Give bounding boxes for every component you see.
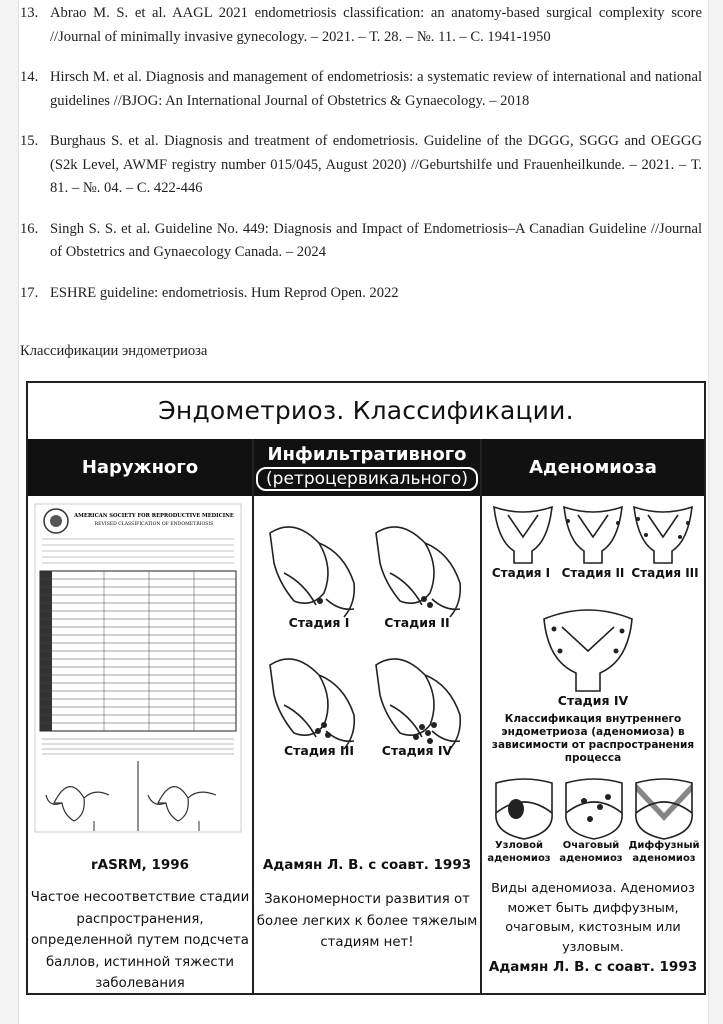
adenomyosis-classification-note: Классификация внутреннего эндометриоза (аденомиоза) в зависимости от распространения процесса xyxy=(491,713,695,764)
column-heading xyxy=(28,439,252,496)
col2-author: Адамян Л. В. с соавт. 1993 xyxy=(262,857,472,873)
infiltrative-stage-label: Стадия II xyxy=(384,615,450,630)
reference-number: 13. xyxy=(20,5,39,21)
rasrm-scoring-form-image xyxy=(34,503,242,833)
column-infiltrative xyxy=(254,439,482,993)
reference-text: Abrao M. S. et al. AAGL 2021 endometriosis classification: an anatomy-based surgical complexity score //Journal of minimally invasive gynecology. – 2021. – Т. 28. – №. 11. – С. 1941-1950 xyxy=(50,5,702,45)
page-right-margin xyxy=(708,0,723,1024)
page-left-margin xyxy=(0,0,19,1024)
column-heading-text: Аденомиоза xyxy=(529,456,657,478)
reference-text: Singh S. S. et al. Guideline No. 449: Diagnosis and Impact of Endometriosis–A Canadian Guideline //Journal of Obstetrics and Gynaecology Canada. – 2024 xyxy=(50,220,702,260)
column-heading xyxy=(482,439,704,496)
reference-text: Hirsch M. et al. Diagnosis and management of endometriosis: a systematic review of international and national guidelines //BJOG: An International Journal of Obstetrics & Gynaecology. – 2018 xyxy=(50,69,702,109)
figure-title: Эндометриоз. Классификации. xyxy=(158,396,574,425)
col2-note: Закономерности развития от более легких к более тяжелым стадиям нет! xyxy=(256,892,478,950)
column-subheading: (ретроцервикального) xyxy=(256,467,478,491)
reference-list xyxy=(20,2,702,322)
infiltrative-stage-label: Стадия I xyxy=(288,615,350,630)
col3-note: Виды аденомиоза. Аденомиоз может быть диффузным, очаговым, кистозным или узловым. xyxy=(491,881,695,955)
reference-number: 16. xyxy=(20,220,39,237)
col1-author: rASRM, 1996 xyxy=(90,857,190,873)
adenomyosis-stage-label: Стадия II xyxy=(561,566,625,580)
adenomyosis-type-label: Диффузный аденомиоз xyxy=(628,840,700,864)
column-heading-text: Наружного xyxy=(81,456,199,478)
classification-figure xyxy=(26,381,706,995)
figure-caption: Классификации эндометриоза xyxy=(20,343,208,359)
adenomyosis-stage4-label: Стадия IV xyxy=(557,693,629,708)
reference-item xyxy=(20,66,702,113)
column-adenomyosis xyxy=(482,439,704,993)
reference-item xyxy=(20,130,702,201)
reference-item xyxy=(20,218,702,265)
pelvis-stage-drawings xyxy=(264,513,470,813)
col3-author: Адамян Л. В. с соавт. 1993 xyxy=(488,959,698,975)
form-title-line1: AMERICAN SOCIETY FOR REPRODUCTIVE MEDICINE xyxy=(74,513,234,519)
adenomyosis-type-label: Очаговый аденомиоз xyxy=(559,840,623,864)
reference-item xyxy=(20,2,702,49)
infiltrative-stage-label: Стадия IV xyxy=(381,743,453,758)
adenomyosis-type-label: Узловой аденомиоз xyxy=(487,840,551,864)
reference-number: 15. xyxy=(20,133,39,149)
col1-note: Частое несоответствие стадии распространения, определенной путем подсчета баллов, истинной тяжести заболевания xyxy=(30,890,250,991)
uterus-stage-drawings xyxy=(488,501,700,841)
reference-number: 14. xyxy=(20,69,39,85)
reference-text: ESHRE guideline: endometriosis. Hum Reprod Open. 2022 xyxy=(50,284,399,301)
infiltrative-stage-label: Стадия III xyxy=(283,743,355,758)
reference-number: 17. xyxy=(20,284,39,301)
column-heading xyxy=(254,439,480,496)
adenomyosis-stage-label: Стадия III xyxy=(631,566,699,580)
form-title-line2: REVISED CLASSIFICATION OF ENDOMETRIOSIS xyxy=(94,522,214,527)
reference-text: Burghaus S. et al. Diagnosis and treatment of endometriosis. Guideline of the DGGG, SGGG and OEGGG (S2k Level, AWMF registry number 015/045, August 2020) //Geburtshilfe und Frauenheilkunde. – 2021. – Т. 81. – №. 04. – С. 422-446 xyxy=(50,133,702,196)
column-external xyxy=(28,439,254,993)
adenomyosis-stage-label: Стадия I xyxy=(491,566,551,580)
column-heading-text: Инфильтративного xyxy=(267,444,467,465)
reference-item xyxy=(20,282,702,306)
